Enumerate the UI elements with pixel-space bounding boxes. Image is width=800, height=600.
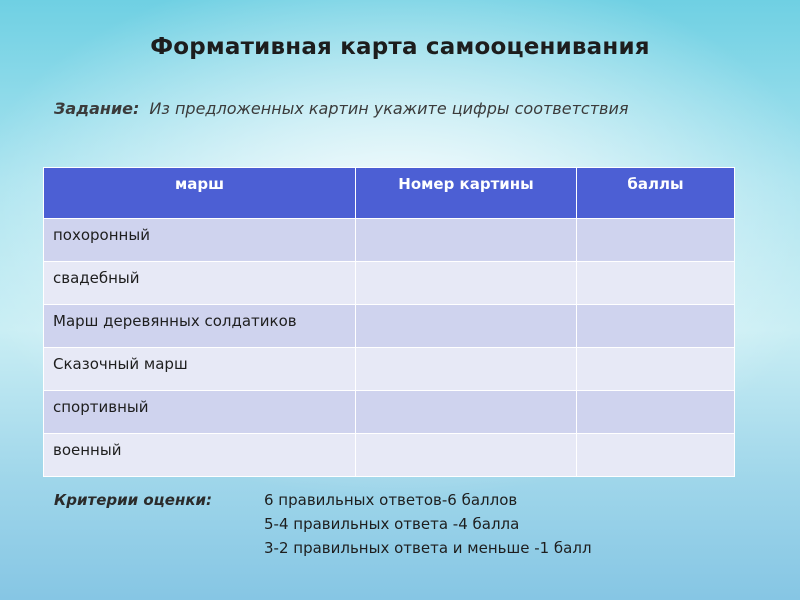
task-label: Задание: (54, 99, 140, 118)
cell-march: свадебный (44, 262, 356, 305)
cell-score[interactable] (577, 434, 735, 477)
table-row (44, 219, 735, 262)
header-picture-number: Номер картины (356, 168, 577, 219)
table-row (44, 262, 735, 305)
criteria-line: 5-4 правильных ответа -4 балла (264, 515, 520, 533)
cell-score[interactable] (577, 348, 735, 391)
cell-picture-number[interactable] (356, 348, 577, 391)
cell-march: похоронный (44, 219, 356, 262)
cell-score[interactable] (577, 391, 735, 434)
cell-picture-number[interactable] (356, 305, 577, 348)
criteria-label: Критерии оценки: (54, 491, 213, 509)
header-score: баллы (577, 168, 735, 219)
cell-score[interactable] (577, 262, 735, 305)
assessment-table (43, 167, 735, 477)
criteria-lines (264, 488, 592, 560)
task-text: Из предложенных картин укажите цифры соответствия (149, 99, 629, 118)
cell-picture-number[interactable] (356, 262, 577, 305)
table-row (44, 391, 735, 434)
cell-picture-number[interactable] (356, 391, 577, 434)
criteria-line: 3-2 правильных ответа и меньше -1 балл (264, 539, 592, 557)
cell-march: Марш деревянных солдатиков (44, 305, 356, 348)
table-row (44, 305, 735, 348)
cell-march: спортивный (44, 391, 356, 434)
header-march: марш (44, 168, 356, 219)
cell-score[interactable] (577, 219, 735, 262)
cell-picture-number[interactable] (356, 219, 577, 262)
cell-march: военный (44, 434, 356, 477)
table-row (44, 434, 735, 477)
task-line (54, 99, 628, 118)
cell-march: Сказочный марш (44, 348, 356, 391)
cell-picture-number[interactable] (356, 434, 577, 477)
table-header-row (44, 168, 735, 219)
cell-score[interactable] (577, 305, 735, 348)
page-title: Формативная карта самооценивания (150, 34, 650, 60)
criteria-line: 6 правильных ответов-6 баллов (264, 491, 518, 509)
table-row (44, 348, 735, 391)
